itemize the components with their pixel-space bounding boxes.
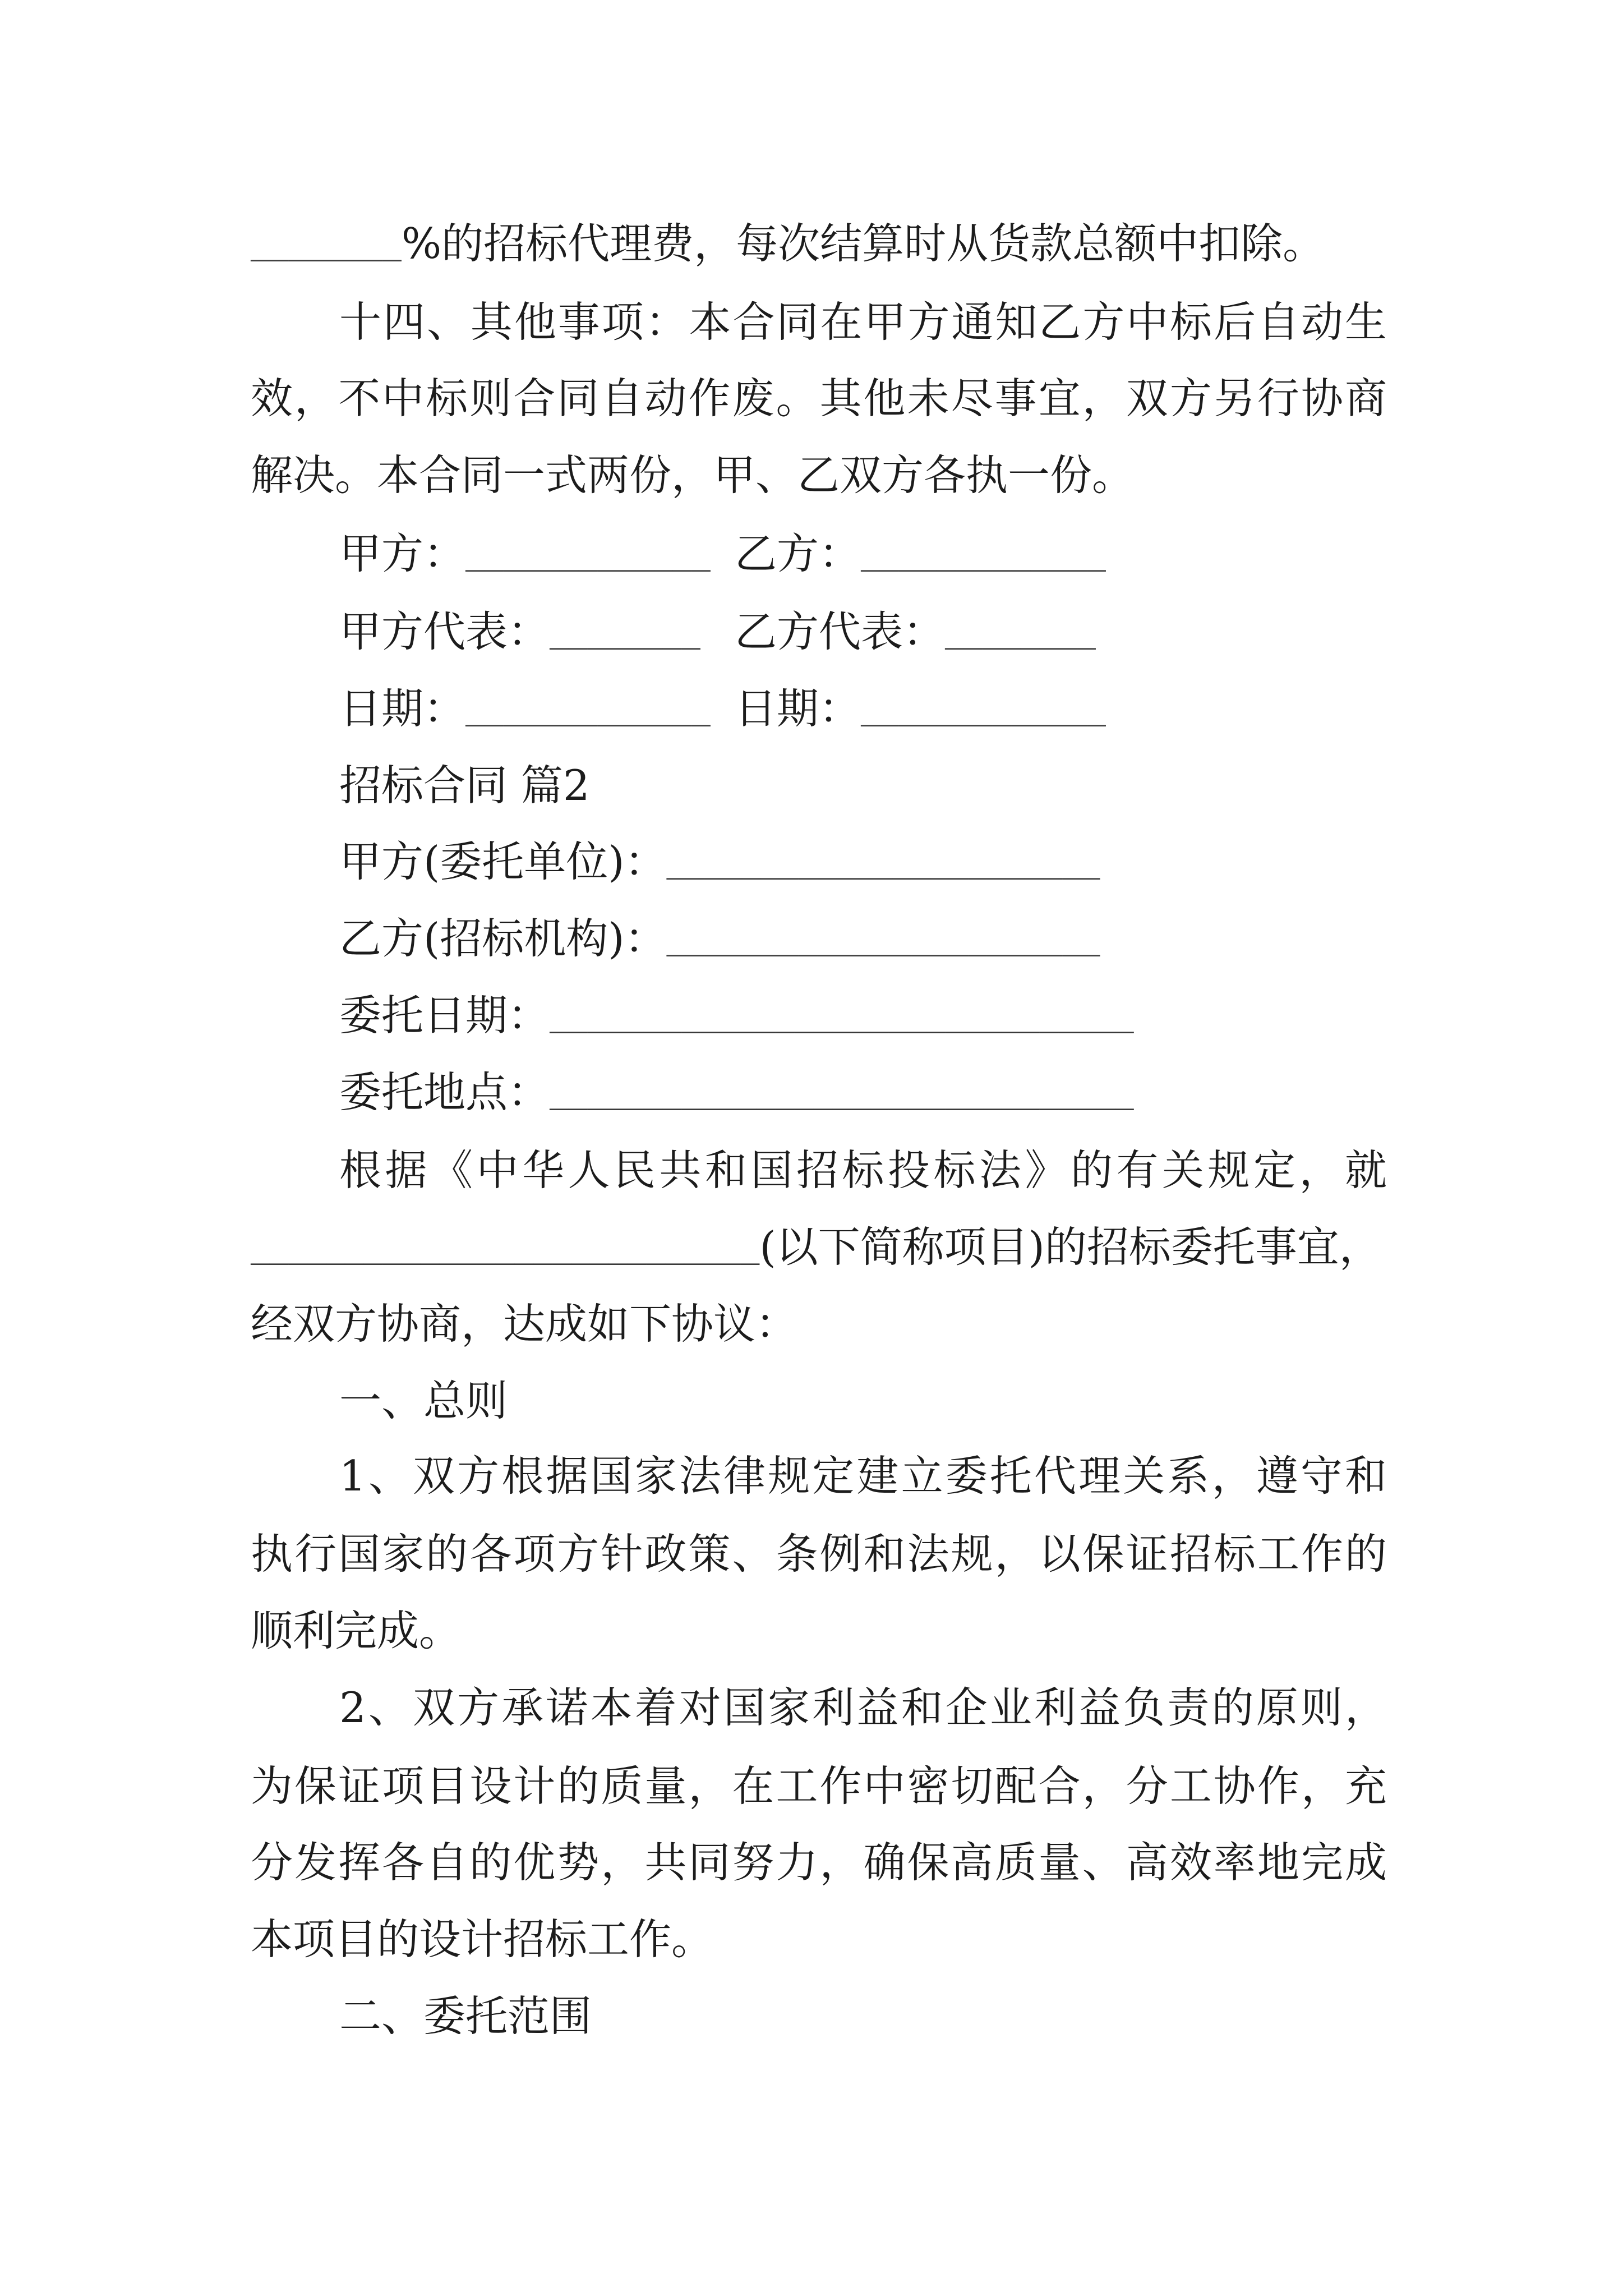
field-label: 委托地点：: [339, 1068, 550, 1117]
field-blank: _______________________________: [550, 1080, 1134, 1116]
preamble-line-1: 根据《中华人民共和国招标投标法》的有关规定，就: [339, 1145, 1387, 1195]
field-blank: _______________________: [666, 927, 1100, 963]
field-label: 乙方(招标机构)：: [339, 914, 667, 963]
field-label: 甲方(委托单位)：: [339, 837, 667, 886]
section-1-paragraph-1-line: 执行国家的各项方针政策、条例和法规，以保证招标工作的: [251, 1529, 1387, 1579]
project-name-blank: ___________________________: [251, 1235, 760, 1271]
party-b-label: 乙方：: [735, 529, 861, 578]
section-1-paragraph-2-line: 分发挥各自的优势，共同努力，确保高质量、高效率地完成: [251, 1838, 1387, 1887]
contract-2-title: 招标合同 篇2: [339, 761, 590, 810]
field-label: 委托日期：: [339, 991, 550, 1040]
field-party-a-entrusting-unit: [339, 834, 1100, 890]
representative-a-blank: ________: [550, 620, 700, 656]
signature-party-a: [339, 526, 711, 582]
fee-clause-line: [251, 215, 1325, 272]
section-2-heading: 二、委托范围: [339, 1991, 592, 2041]
field-party-b-bidding-agency: [339, 910, 1100, 967]
section-1-paragraph-2-line: 为保证项目设计的质量，在工作中密切配合，分工协作，充: [251, 1761, 1387, 1811]
field-blank: _______________________: [666, 850, 1100, 886]
date-b-blank: _____________: [861, 697, 1106, 733]
date-b-label: 日期：: [735, 684, 861, 733]
signature-date-a: [339, 680, 711, 737]
section-1-paragraph-1-line: 顺利完成。: [251, 1606, 462, 1655]
signature-party-b: [735, 526, 1106, 582]
clause-14-line-3: 解决。本合同一式两份，甲、乙双方各执一份。: [251, 450, 1135, 500]
field-entrust-location: [339, 1064, 1134, 1120]
party-a-label: 甲方：: [339, 529, 466, 578]
preamble-line-2: [251, 1219, 1381, 1275]
field-blank: _______________________________: [550, 1004, 1134, 1039]
date-a-blank: _____________: [465, 697, 711, 733]
representative-a-label: 甲方代表：: [339, 607, 550, 656]
date-a-label: 日期：: [339, 684, 466, 733]
preamble-line-3: 经双方协商，达成如下协议：: [251, 1299, 798, 1349]
signature-representative-a: [339, 604, 700, 660]
representative-b-label: 乙方代表：: [735, 607, 946, 656]
section-1-paragraph-2-line: 本项目的设计招标工作。: [251, 1915, 714, 1964]
clause-14-line-2: 效，不中标则合同自动作废。其他未尽事宜，双方另行协商: [251, 374, 1387, 423]
fee-clause-text: %的招标代理费，每次结算时从货款总额中扣除。: [401, 219, 1325, 268]
party-b-blank: _____________: [861, 542, 1106, 578]
party-a-blank: _____________: [465, 542, 711, 578]
section-1-paragraph-2-line: 2、双方承诺本着对国家利益和企业利益负责的原则，: [339, 1683, 1387, 1732]
fee-rate-blank: ________: [251, 232, 402, 268]
section-1-heading: 一、总则: [339, 1376, 508, 1425]
field-entrust-date: [339, 987, 1134, 1043]
clause-14-line-1: 十四、其他事项：本合同在甲方通知乙方中标后自动生: [339, 297, 1387, 347]
representative-b-blank: ________: [945, 620, 1096, 656]
signature-date-b: [735, 680, 1106, 737]
signature-representative-b: [735, 604, 1096, 660]
preamble-line-2-text: (以下简称项目)的招标委托事宜，: [759, 1222, 1381, 1272]
section-1-paragraph-1-line: 1、双方根据国家法律规定建立委托代理关系，遵守和: [339, 1451, 1387, 1501]
